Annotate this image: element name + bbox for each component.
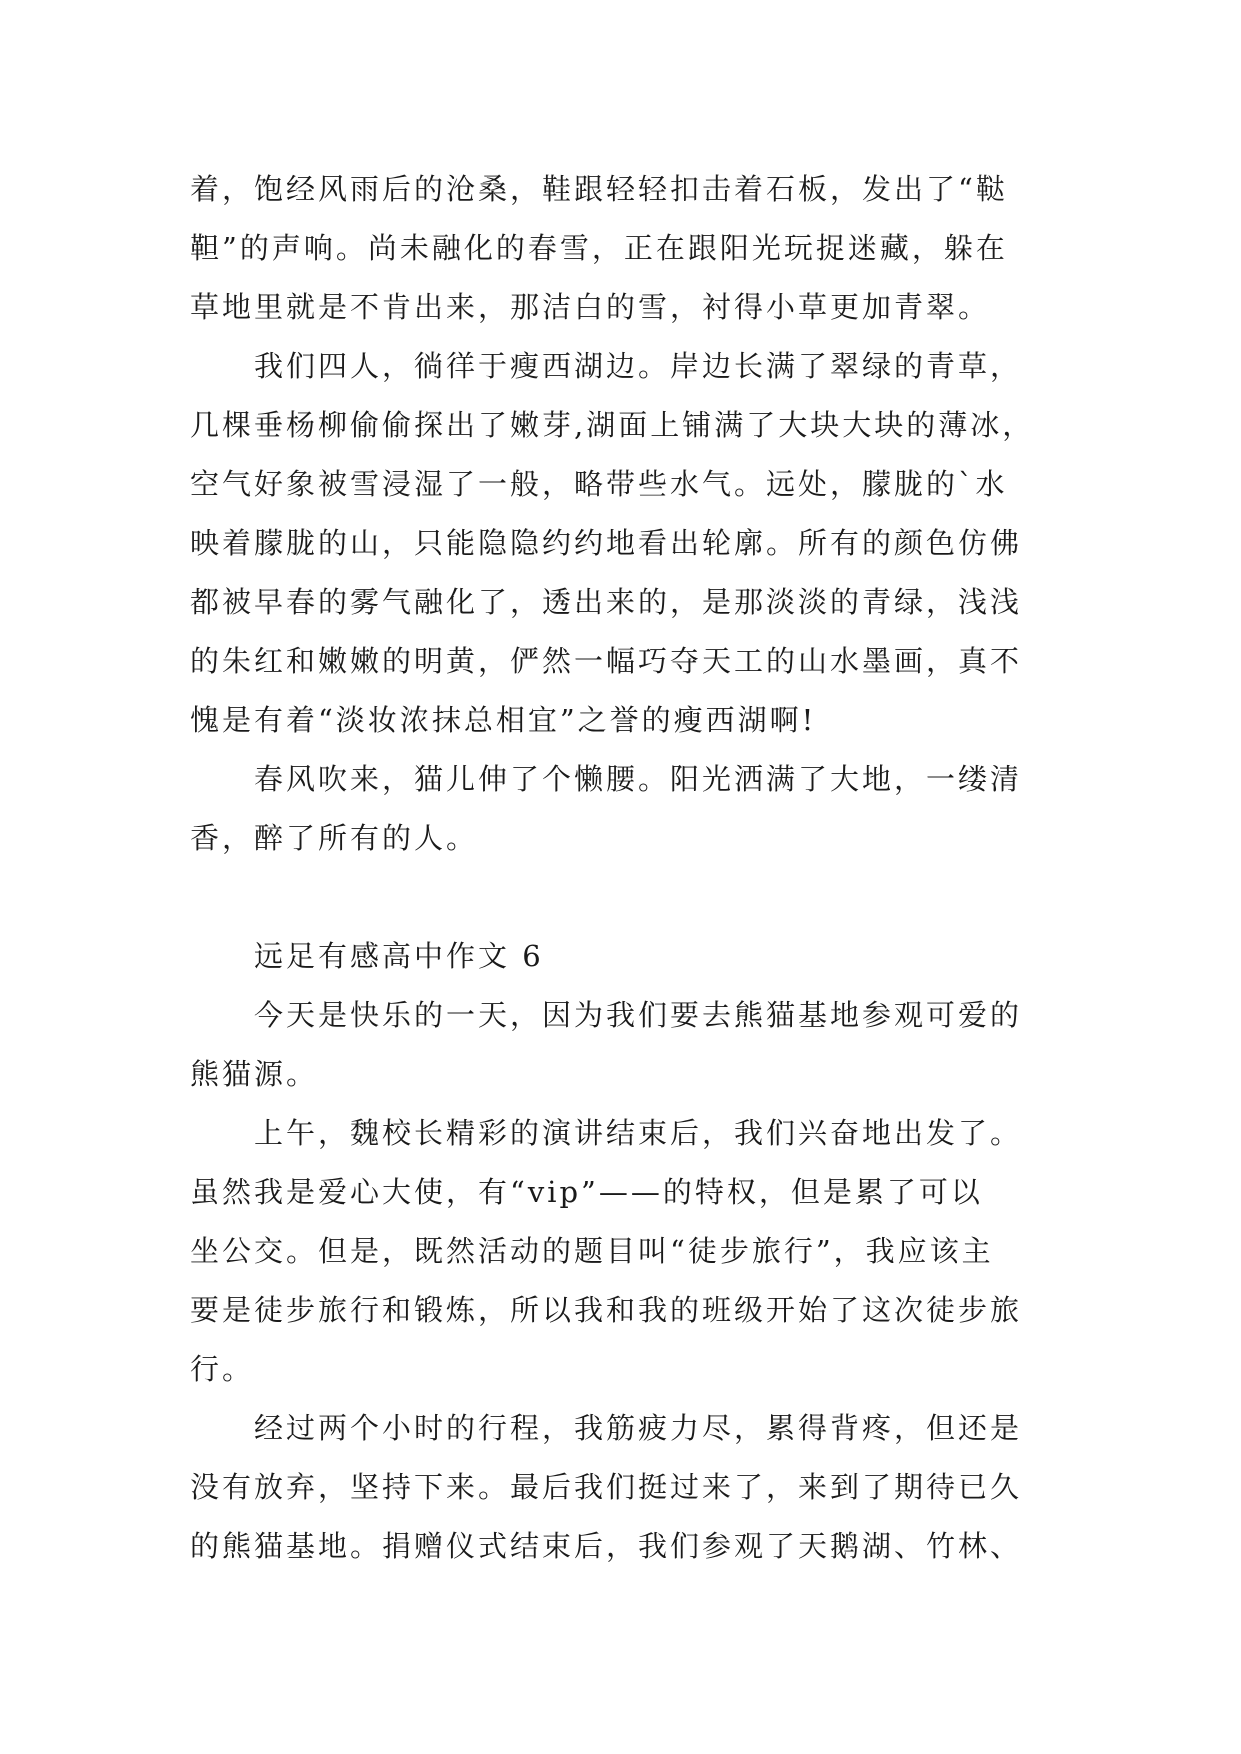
text-line: 坐公交。但是，既然活动的题目叫“徒步旅行”，我应该主 <box>190 1234 994 1268</box>
text-line: 都被早春的雾气融化了，透出来的，是那淡淡的青绿，浅浅 <box>190 585 1023 619</box>
paragraph-start-line: 我们四人，徜徉于瘦西湖边。岸边长满了翠绿的青草， <box>190 349 1023 383</box>
text-line: 虽然我是爱心大使，有“vip”——的特权，但是累了可以 <box>190 1175 983 1209</box>
paragraph-start-line: 经过两个小时的行程，我筋疲力尽，累得背疼，但还是 <box>190 1411 1023 1445</box>
text-line: 香，醉了所有的人。 <box>190 821 479 855</box>
text-line: 几棵垂杨柳偷偷探出了嫩芽,湖面上铺满了大块大块的薄冰， <box>190 408 1035 442</box>
text-line: 映着朦胧的山，只能隐隐约约地看出轮廓。所有的颜色仿佛 <box>190 526 1023 560</box>
text-line: 行。 <box>190 1352 255 1386</box>
paragraph-start-line: 今天是快乐的一天，因为我们要去熊猫基地参观可爱的 <box>190 998 1023 1032</box>
text-line: 愧是有着“淡妆浓抹总相宜”之誉的瘦西湖啊! <box>190 703 817 737</box>
paragraph-start-line: 上午，魏校长精彩的演讲结束后，我们兴奋地出发了。 <box>190 1116 1023 1150</box>
text-line: 空气好象被雪浸湿了一般，略带些水气。远处，朦胧的`水 <box>190 467 1008 501</box>
blank-line <box>190 868 1090 927</box>
document-body <box>190 160 1090 1576</box>
text-line: 的朱红和嫩嫩的明黄，俨然一幅巧夺天工的山水墨画，真不 <box>190 644 1023 678</box>
text-line: 着，饱经风雨后的沧桑，鞋跟轻轻扣击着石板，发出了“鞑 <box>190 172 1008 206</box>
text-line: 要是徒步旅行和锻炼，所以我和我的班级开始了这次徒步旅 <box>190 1293 1023 1327</box>
text-line: 的熊猫基地。捐赠仪式结束后，我们参观了天鹅湖、竹林、 <box>190 1529 1023 1563</box>
paragraph-start-line: 春风吹来，猫儿伸了个懒腰。阳光洒满了大地，一缕清 <box>190 762 1023 796</box>
text-line: 草地里就是不肯出来，那洁白的雪，衬得小草更加青翠。 <box>190 290 991 324</box>
text-line: 靼”的声响。尚未融化的春雪，正在跟阳光玩捉迷藏，躲在 <box>190 231 1008 265</box>
text-line: 没有放弃，坚持下来。最后我们挺过来了，来到了期待已久 <box>190 1470 1023 1504</box>
section-heading: 远足有感高中作文 6 <box>190 939 544 973</box>
text-line: 熊猫源。 <box>190 1057 319 1091</box>
